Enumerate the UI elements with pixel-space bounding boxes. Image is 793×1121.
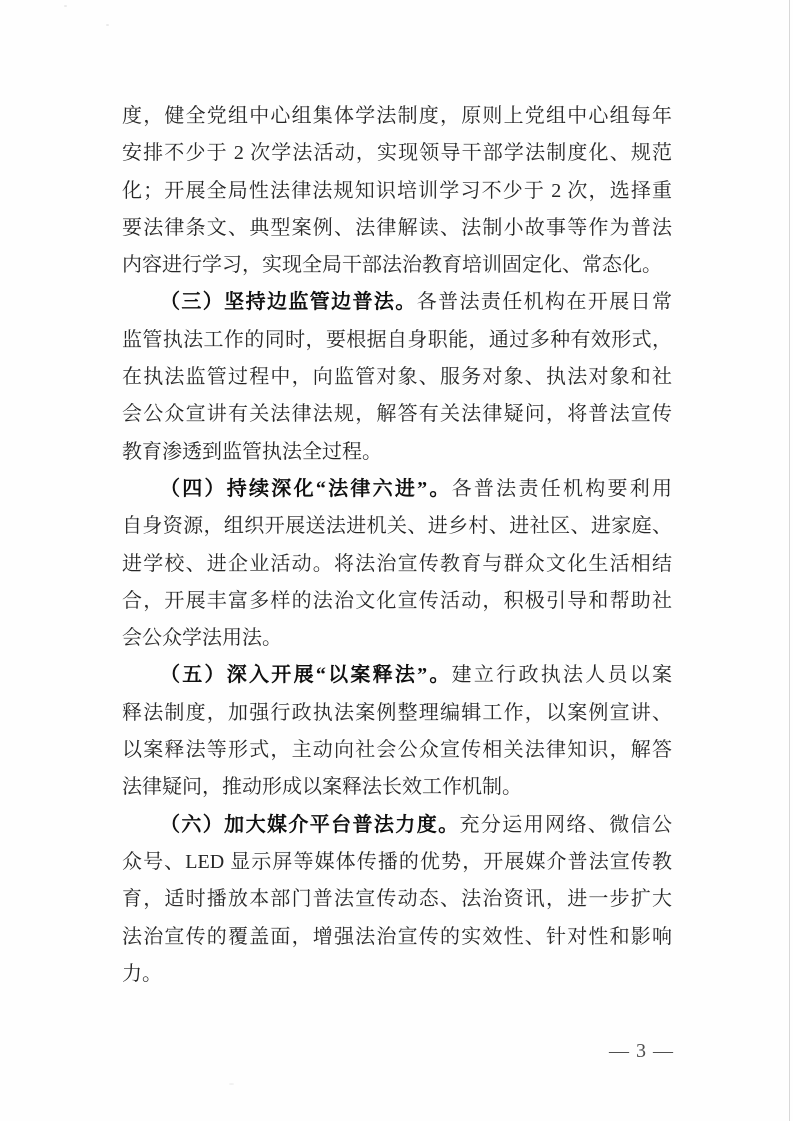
paragraph-heading: （六）加大媒介平台普法力度。 [160, 813, 460, 836]
text-line: 内容进行学习，实现全局干部法治教育培训固定化、常态化。 [122, 254, 662, 277]
page-number: — 3 — [609, 1040, 674, 1062]
text-line: （六）加大媒介平台普法力度。充分运用网络、微信公 [160, 813, 673, 836]
text-line: 法治宣传的覆盖面，增强法治宣传的实效性、针对性和影响 [122, 925, 672, 948]
text-line: 自身资源，组织开展送法进机关、进乡村、进社区、进家庭、 [122, 515, 672, 538]
text-line: 合，开展丰富多样的法治文化宣传活动，积极引导和帮助社 [122, 589, 672, 612]
paragraph [122, 657, 672, 806]
scan-speck [229, 1083, 234, 1085]
text-line: 监管执法工作的同时，要根据自身职能，通过多种有效形式， [122, 328, 672, 351]
text-line: 力。 [122, 962, 162, 985]
document-body [122, 98, 672, 993]
scan-speck [64, 5, 67, 7]
paragraph-heading: （三）坚持边监管边普法。 [160, 291, 417, 314]
paragraph [122, 284, 672, 470]
paragraph [122, 807, 672, 993]
text-line: 度，健全党组中心组集体学法制度，原则上党组中心组每年 [122, 105, 672, 127]
text-line: 释法制度，加强行政执法案例整理编辑工作，以案例宣讲、 [122, 701, 672, 724]
text-line: 众号、LED 显示屏等媒体传播的优势，开展媒介普法宣传教 [122, 850, 672, 873]
text-line: 以案释法等形式，主动向社会公众宣传相关法律知识，解答 [122, 739, 672, 762]
text-line: 会公众宣讲有关法律法规，解答有关法律疑问，将普法宣传 [122, 403, 672, 426]
scan-edge-line [789, 0, 790, 1121]
text-line: 在执法监管过程中，向监管对象、服务对象、执法对象和社 [122, 366, 672, 389]
paragraph [122, 98, 672, 284]
text-line: 进学校、进企业活动。将法治宣传教育与群众文化生活相结 [122, 552, 672, 575]
text-line: 化；开展全局性法律法规知识培训学习不少于 2 次，选择重 [122, 179, 672, 202]
text-line: 安排不少于 2 次学法活动，实现领导干部学法制度化、规范 [122, 142, 672, 165]
text-line: （三）坚持边监管边普法。各普法责任机构在开展日常 [160, 291, 673, 314]
paragraph-heading: （四）持续深化“法律六进”。 [160, 477, 452, 500]
text-line: 会公众学法用法。 [122, 627, 282, 650]
text-line: 要法律条文、典型案例、法律解读、法制小故事等作为普法 [122, 216, 672, 239]
text-line: 法律疑问，推动形成以案释法长效工作机制。 [122, 776, 522, 799]
text-line: （五）深入开展“以案释法”。建立行政执法人员以案 [160, 664, 673, 687]
paragraph-heading: （五）深入开展“以案释法”。 [160, 664, 452, 687]
text-line: 教育渗透到监管执法全过程。 [122, 440, 382, 463]
text-line: 育，适时播放本部门普法宣传动态、法治资讯，进一步扩大 [122, 888, 672, 911]
paragraph [122, 471, 672, 657]
scan-speck [106, 24, 109, 26]
text-line: （四）持续深化“法律六进”。各普法责任机构要利用 [160, 477, 673, 500]
